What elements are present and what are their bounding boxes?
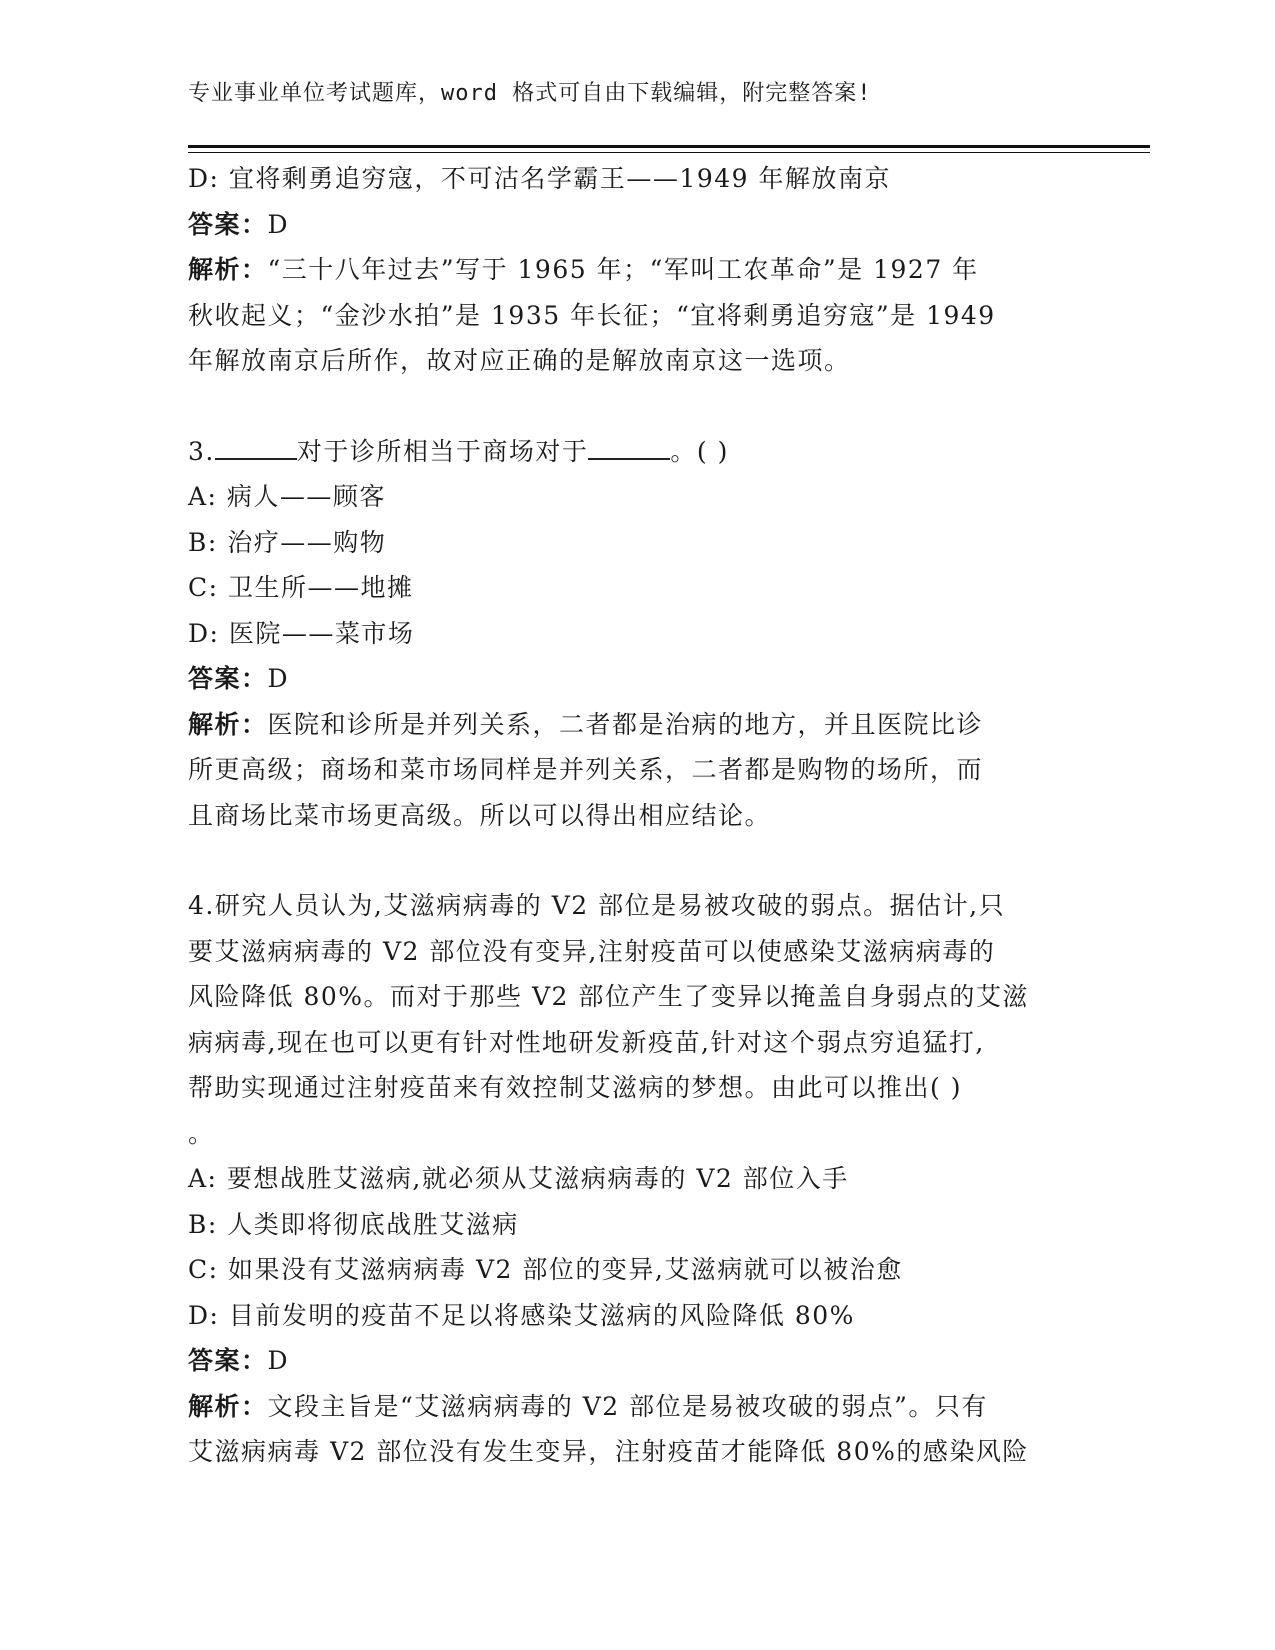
q3-option-b: B: 治疗——购物	[188, 527, 387, 557]
q4-option-c: C: 如果没有艾滋病病毒 V2 部位的变异,艾滋病就可以被治愈	[188, 1255, 903, 1284]
answer-label: 答案：	[188, 1346, 268, 1375]
answer-label: 答案：	[188, 209, 268, 239]
q4-explanation-line: 艾滋病病毒 V2 部位没有发生变异，注射疫苗才能降低 80%的感染风险	[188, 1437, 1029, 1466]
q3-answer	[188, 656, 1088, 702]
answer-value: D	[267, 1346, 290, 1375]
q4-stem-line: 病病毒,现在也可以更有针对性地研发新疫苗,针对这个弱点穷追猛打,	[188, 1027, 985, 1057]
q2-option-d: D: 宜将剩勇追穷寇，不可沽名学霸王——1949 年解放南京	[188, 164, 891, 193]
explanation-label: 解析：	[188, 709, 268, 739]
q3-explanation-line: 解析：医院和诊所是并列关系，二者都是治病的地方，并且医院比诊	[188, 709, 984, 739]
document-body	[188, 156, 1088, 1475]
q3-explanation-line: 且商场比菜市场更高级。所以可以得出相应结论。	[188, 800, 772, 830]
q3-stem: 3. 对于诊所相当于商场对于 。( )	[188, 436, 729, 466]
q4-stem-line: 风险降低 80%。而对于那些 V2 部位产生了变异以掩盖自身弱点的艾滋	[188, 982, 1029, 1011]
answer-value: D	[267, 209, 290, 239]
page-header: 专业事业单位考试题库，word 格式可自由下载编辑，附完整答案!	[188, 81, 872, 106]
answer-value: D	[267, 664, 290, 693]
q2-explanation-line: 解析：“三十八年过去”写于 1965 年；“军叫工农革命”是 1927 年	[188, 255, 979, 284]
q4-stem-line: 帮助实现通过注射疫苗来有效控制艾滋病的梦想。由此可以推出( )	[188, 1073, 962, 1102]
q4-stem-line: 。	[188, 1118, 215, 1148]
header-divider	[188, 145, 1150, 148]
q4-stem-line: 要艾滋病病毒的 V2 部位没有变异,注射疫苗可以使感染艾滋病病毒的	[188, 936, 996, 966]
q3-option-c: C: 卫生所——地摊	[188, 573, 414, 602]
fill-blank	[215, 436, 297, 460]
q3-option-d: D: 医院——菜市场	[188, 618, 415, 648]
q3-explanation-line: 所更高级；商场和菜市场同样是并列关系，二者都是购物的场所，而	[188, 755, 984, 784]
q4-option-b: B: 人类即将彻底战胜艾滋病	[188, 1209, 519, 1239]
explanation-label: 解析：	[188, 1391, 268, 1421]
q2-answer	[188, 202, 1088, 248]
answer-label: 答案：	[188, 664, 268, 693]
q2-explanation-line: 年解放南京后所作，故对应正确的是解放南京这一选项。	[188, 346, 851, 375]
q4-answer	[188, 1338, 1088, 1384]
fill-blank	[588, 436, 670, 460]
header-divider-thin	[188, 152, 1150, 153]
q3-option-a: A: 病人——顾客	[188, 482, 386, 511]
q4-option-a: A: 要想战胜艾滋病,就必须从艾滋病病毒的 V2 部位入手	[188, 1164, 849, 1193]
q2-explanation-line: 秋收起义；“金沙水拍”是 1935 年长征；“宜将剩勇追穷寇”是 1949	[188, 300, 996, 330]
q4-explanation-line: 解析：文段主旨是“艾滋病病毒的 V2 部位是易被攻破的弱点”。只有	[188, 1391, 988, 1421]
q4-stem-line: 4.研究人员认为,艾滋病病毒的 V2 部位是易被攻破的弱点。据估计,只	[188, 891, 1006, 920]
q4-option-d: D: 目前发明的疫苗不足以将感染艾滋病的风险降低 80%	[188, 1300, 855, 1330]
explanation-label: 解析：	[188, 255, 268, 284]
